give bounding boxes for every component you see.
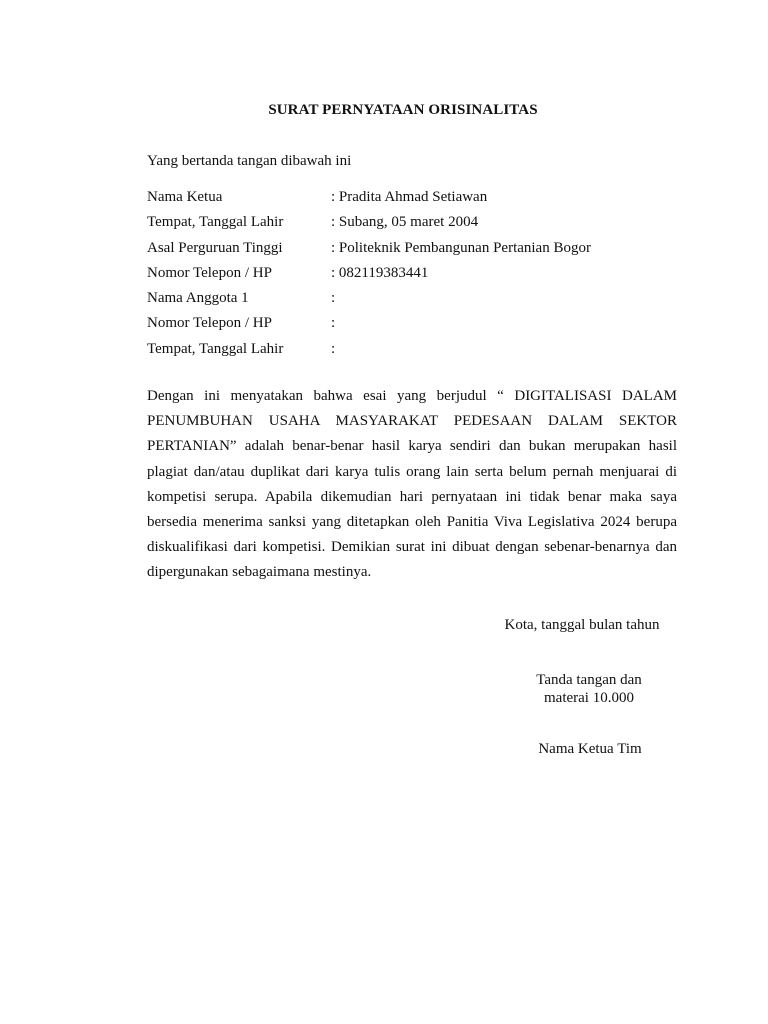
identity-fields: [147, 188, 687, 365]
signature-stamp-box: [506, 671, 672, 707]
field-label: Asal Perguruan Tinggi: [147, 239, 283, 256]
field-row-nama-anggota-1: [147, 289, 687, 314]
signature-place-date: Kota, tanggal bulan tahun: [504, 617, 660, 633]
statement-paragraph: Dengan ini menyatakan bahwa esai yang berjudul “ DIGITALISASI DALAM PENUMBUHAN USAHA MASYARAKAT PEDESAAN DALAM SEKTOR PERTANIAN” adalah benar-benar hasil karya sendiri dan bukan merupakan hasil plagiat dan/atau duplikat dari karya tulis orang lain serta belum pernah menjuarai di kompetisi serupa. Apabila dikemudian hari pernyataan ini tidak benar maka saya bersedia menerima sanksi yang ditetapkan oleh Panitia Viva Legislativa 2024 berupa diskualifikasi dari kompetisi. Demikian surat ini dibuat dengan sebenar-benarnya dan dipergunakan sebagaimana mestinya.: [147, 388, 677, 581]
field-value: :: [331, 340, 336, 357]
field-value: : Politeknik Pembangunan Pertanian Bogor: [331, 239, 591, 256]
field-label: Nama Anggota 1: [147, 290, 249, 307]
stamp-line-2: materai 10.000: [544, 690, 634, 706]
field-row-nomor-telepon-anggota: [147, 314, 687, 339]
field-label: Tempat, Tanggal Lahir: [147, 340, 284, 357]
field-row-tempat-tanggal-lahir: [147, 213, 687, 238]
field-value: :: [331, 315, 336, 332]
field-row-nama-ketua: [147, 188, 687, 213]
field-row-nomor-telepon: [147, 264, 687, 289]
field-label: Nama Ketua: [147, 189, 223, 205]
stamp-line-1: Tanda tangan dan: [536, 672, 642, 688]
field-value: : 082119383441: [331, 264, 429, 281]
field-value: :: [331, 290, 336, 307]
field-value: : Subang, 05 maret 2004: [331, 214, 479, 231]
field-label: Nomor Telepon / HP: [147, 315, 272, 332]
field-row-asal-perguruan-tinggi: [147, 239, 687, 264]
signature-name: Nama Ketua Tim: [538, 741, 642, 757]
document-title: SURAT PERNYATAAN ORISINALITAS: [268, 102, 538, 118]
intro-text: Yang bertanda tangan dibawah ini: [147, 153, 352, 169]
field-value: : Pradita Ahmad Setiawan: [331, 189, 488, 205]
field-label: Tempat, Tanggal Lahir: [147, 214, 284, 231]
field-row-tempat-tanggal-lahir-anggota: [147, 340, 687, 365]
field-label: Nomor Telepon / HP: [147, 264, 272, 281]
